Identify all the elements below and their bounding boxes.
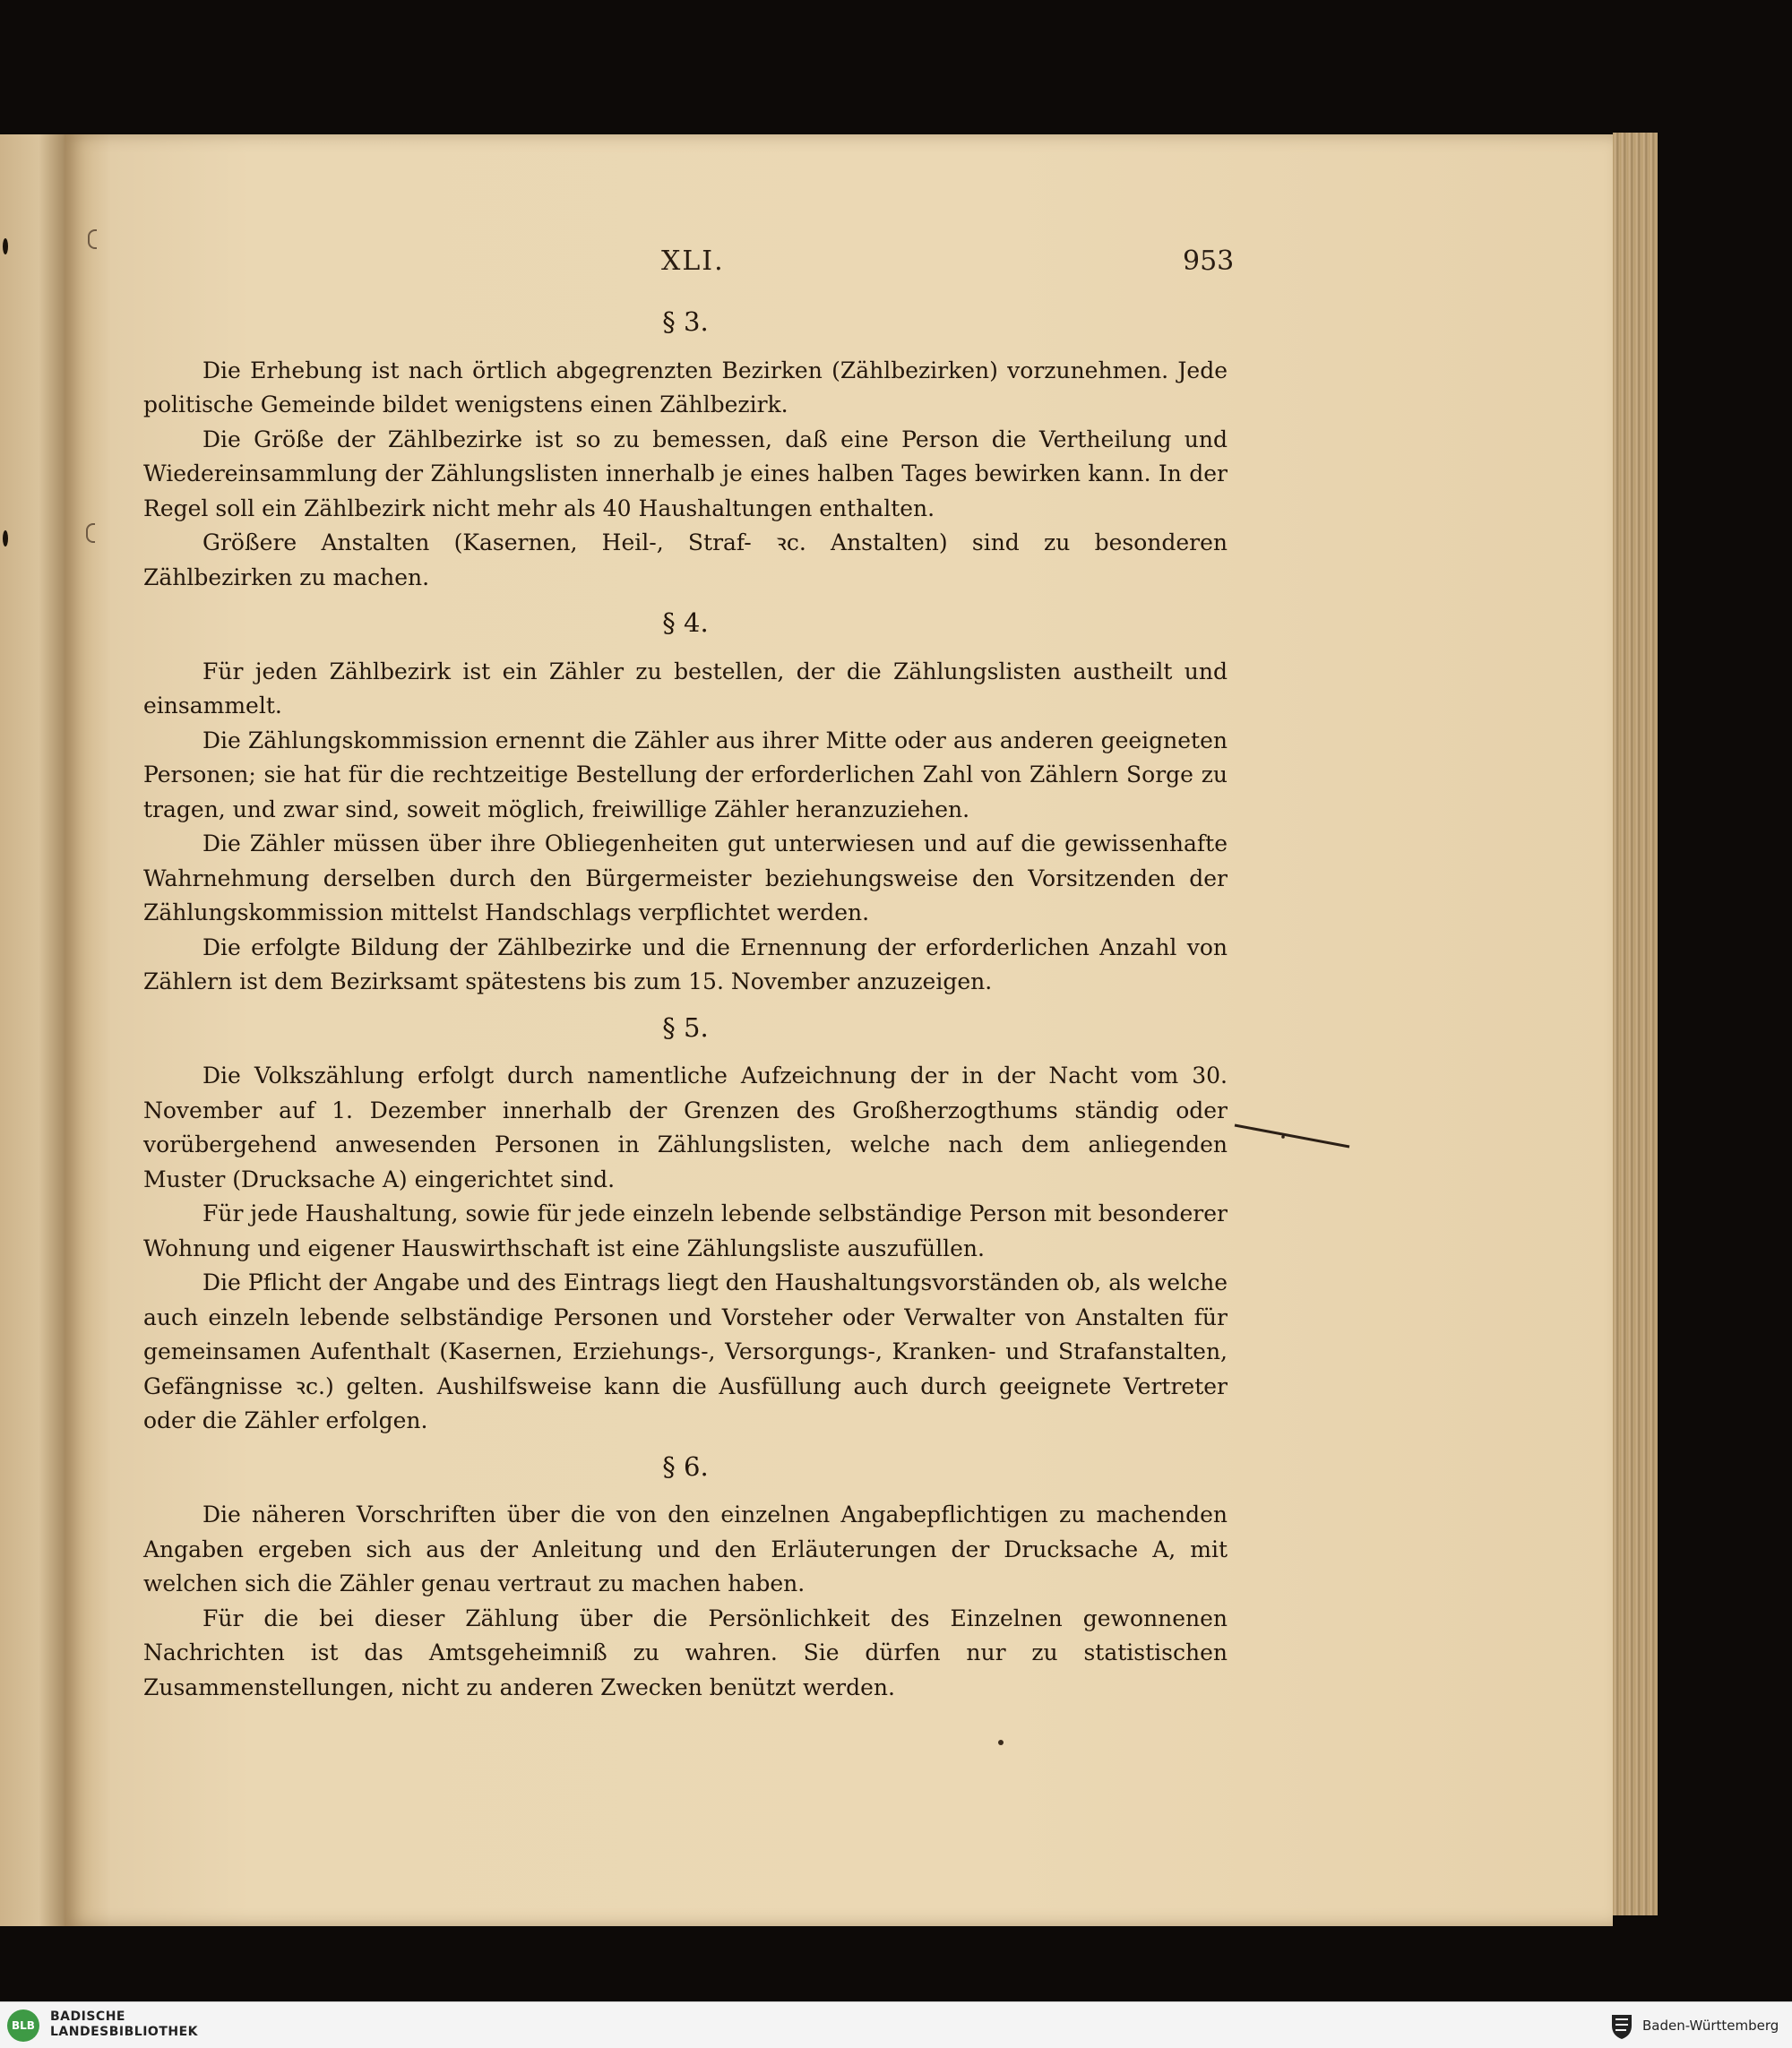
baden-wuerttemberg-crest-icon xyxy=(1609,2011,1634,2040)
page-text xyxy=(143,294,1228,1705)
paragraph: Die Volkszählung erfolgt durch namentliche Aufzeichnung der in der Nacht vom 30. November auf 1. Dezember innerhalb der Grenzen des Großherzogthums ständig oder vorübergehend anwesenden Personen in Zählungslisten, welche nach dem anliegenden Muster (Drucksache A) eingerichtet sind. xyxy=(143,1063,1228,1192)
paragraph: Für die bei dieser Zählung über die Persönlichkeit des Einzelnen gewonnenen Nachrichten ist das Amtsgeheimniß zu wahren. Sie dürfen nur zu statistischen Zusammenstellungen, nicht zu anderen Zwecken benützt werden. xyxy=(143,1605,1228,1700)
library-name-line1: BADISCHE xyxy=(50,2009,125,2024)
paragraph: Die Größe der Zählbezirke ist so zu bemessen, daß eine Person die Vertheilung und Wiedereinsammlung der Zählungslisten innerhalb je eines halben Tages bewirken kann. In der Regel soll ein Zählbezirk nicht mehr als 40 Haushaltungen enthalten. xyxy=(143,426,1228,521)
paragraph: Die näheren Vorschriften über die von den einzelnen Angabepflichtigen zu machenden Angaben ergeben sich aus der Anleitung und den Erläuterungen der Drucksache A, mit welchen sich die Zähler genau vertraut zu machen haben. xyxy=(143,1502,1228,1596)
section-heading-3: § 3. xyxy=(662,306,709,337)
page-stack-edge xyxy=(1613,133,1658,1915)
viewer-footer xyxy=(0,2001,1792,2048)
section-heading-5: § 5. xyxy=(662,1011,709,1043)
margin-pencil-mark xyxy=(88,229,97,249)
paragraph: Die Erhebung ist nach örtlich abgegrenzten Bezirken (Zählbezirken) vorzunehmen. Jede politische Gemeinde bildet wenigstens einen Zählbezirk. xyxy=(143,357,1228,417)
paragraph: Die Pflicht der Angabe und des Eintrags liegt den Haushaltungsvorständen ob, als welche auch einzeln lebende selbständige Personen und Vorsteher oder Verwalter von Anstalten für gemeinsamen Aufenthalt (Kasernen, Erziehungs-, Versorgungs-, Kranken- und Strafanstalten, Gefängnisse ꝛc.) gelten. Aushilfsweise kann die Ausfüllung auch durch geeignete Vertreter oder die Zähler erfolgen. xyxy=(143,1269,1228,1433)
section-heading-6: § 6. xyxy=(662,1450,709,1482)
margin-pencil-line xyxy=(1233,1123,1351,1149)
paragraph: Die erfolgte Bildung der Zählbezirke und die Ernennung der erforderlichen Anzahl von Zählern ist dem Bezirksamt spätestens bis zum 15. November anzuzeigen. xyxy=(143,934,1228,994)
paragraph: Für jeden Zählbezirk ist ein Zähler zu bestellen, der die Zählungslisten austheilt und einsammelt. xyxy=(143,658,1228,719)
previous-page-edge xyxy=(0,134,65,1926)
paragraph: Für jede Haushaltung, sowie für jede einzeln lebende selbständige Person mit besonderer Wohnung und eigener Hauswirthschaft ist eine Zählungsliste auszufüllen. xyxy=(143,1200,1228,1261)
blb-logo[interactable]: BLB xyxy=(7,2009,39,2042)
paragraph: Die Zählungskommission ernennt die Zähler aus ihrer Mitte oder aus anderen geeigneten Personen; sie hat für die rechtzeitige Bestellung der erforderlichen Zahl von Zählern Sorge zu tragen, und zwar sind, soweit möglich, freiwillige Zähler heranzuziehen. xyxy=(143,727,1228,822)
running-title: XLI. xyxy=(661,245,725,277)
library-name-line2: LANDESBIBLIOTHEK xyxy=(50,2025,199,2039)
margin-pencil-mark xyxy=(86,523,95,543)
section-heading-4: § 4. xyxy=(662,607,709,638)
paragraph: Größere Anstalten (Kasernen, Heil-, Straf- ꝛc. Anstalten) sind zu besonderen Zählbezirken zu machen. xyxy=(143,529,1228,590)
punch-hole xyxy=(3,238,8,254)
punch-hole xyxy=(3,530,8,546)
page-number: 953 xyxy=(1183,245,1235,277)
paragraph: Die Zähler müssen über ihre Obliegenheiten gut unterwiesen und auf die gewissenhafte Wahrnehmung derselben durch den Bürgermeister beziehungsweise den Vorsitzenden der Zählungskommission mittelst Handschlags verpflichtet werden. xyxy=(143,830,1228,925)
state-label: Baden-Württemberg xyxy=(1642,2018,1779,2034)
library-name[interactable] xyxy=(50,2009,198,2040)
ink-speck xyxy=(998,1740,1004,1745)
